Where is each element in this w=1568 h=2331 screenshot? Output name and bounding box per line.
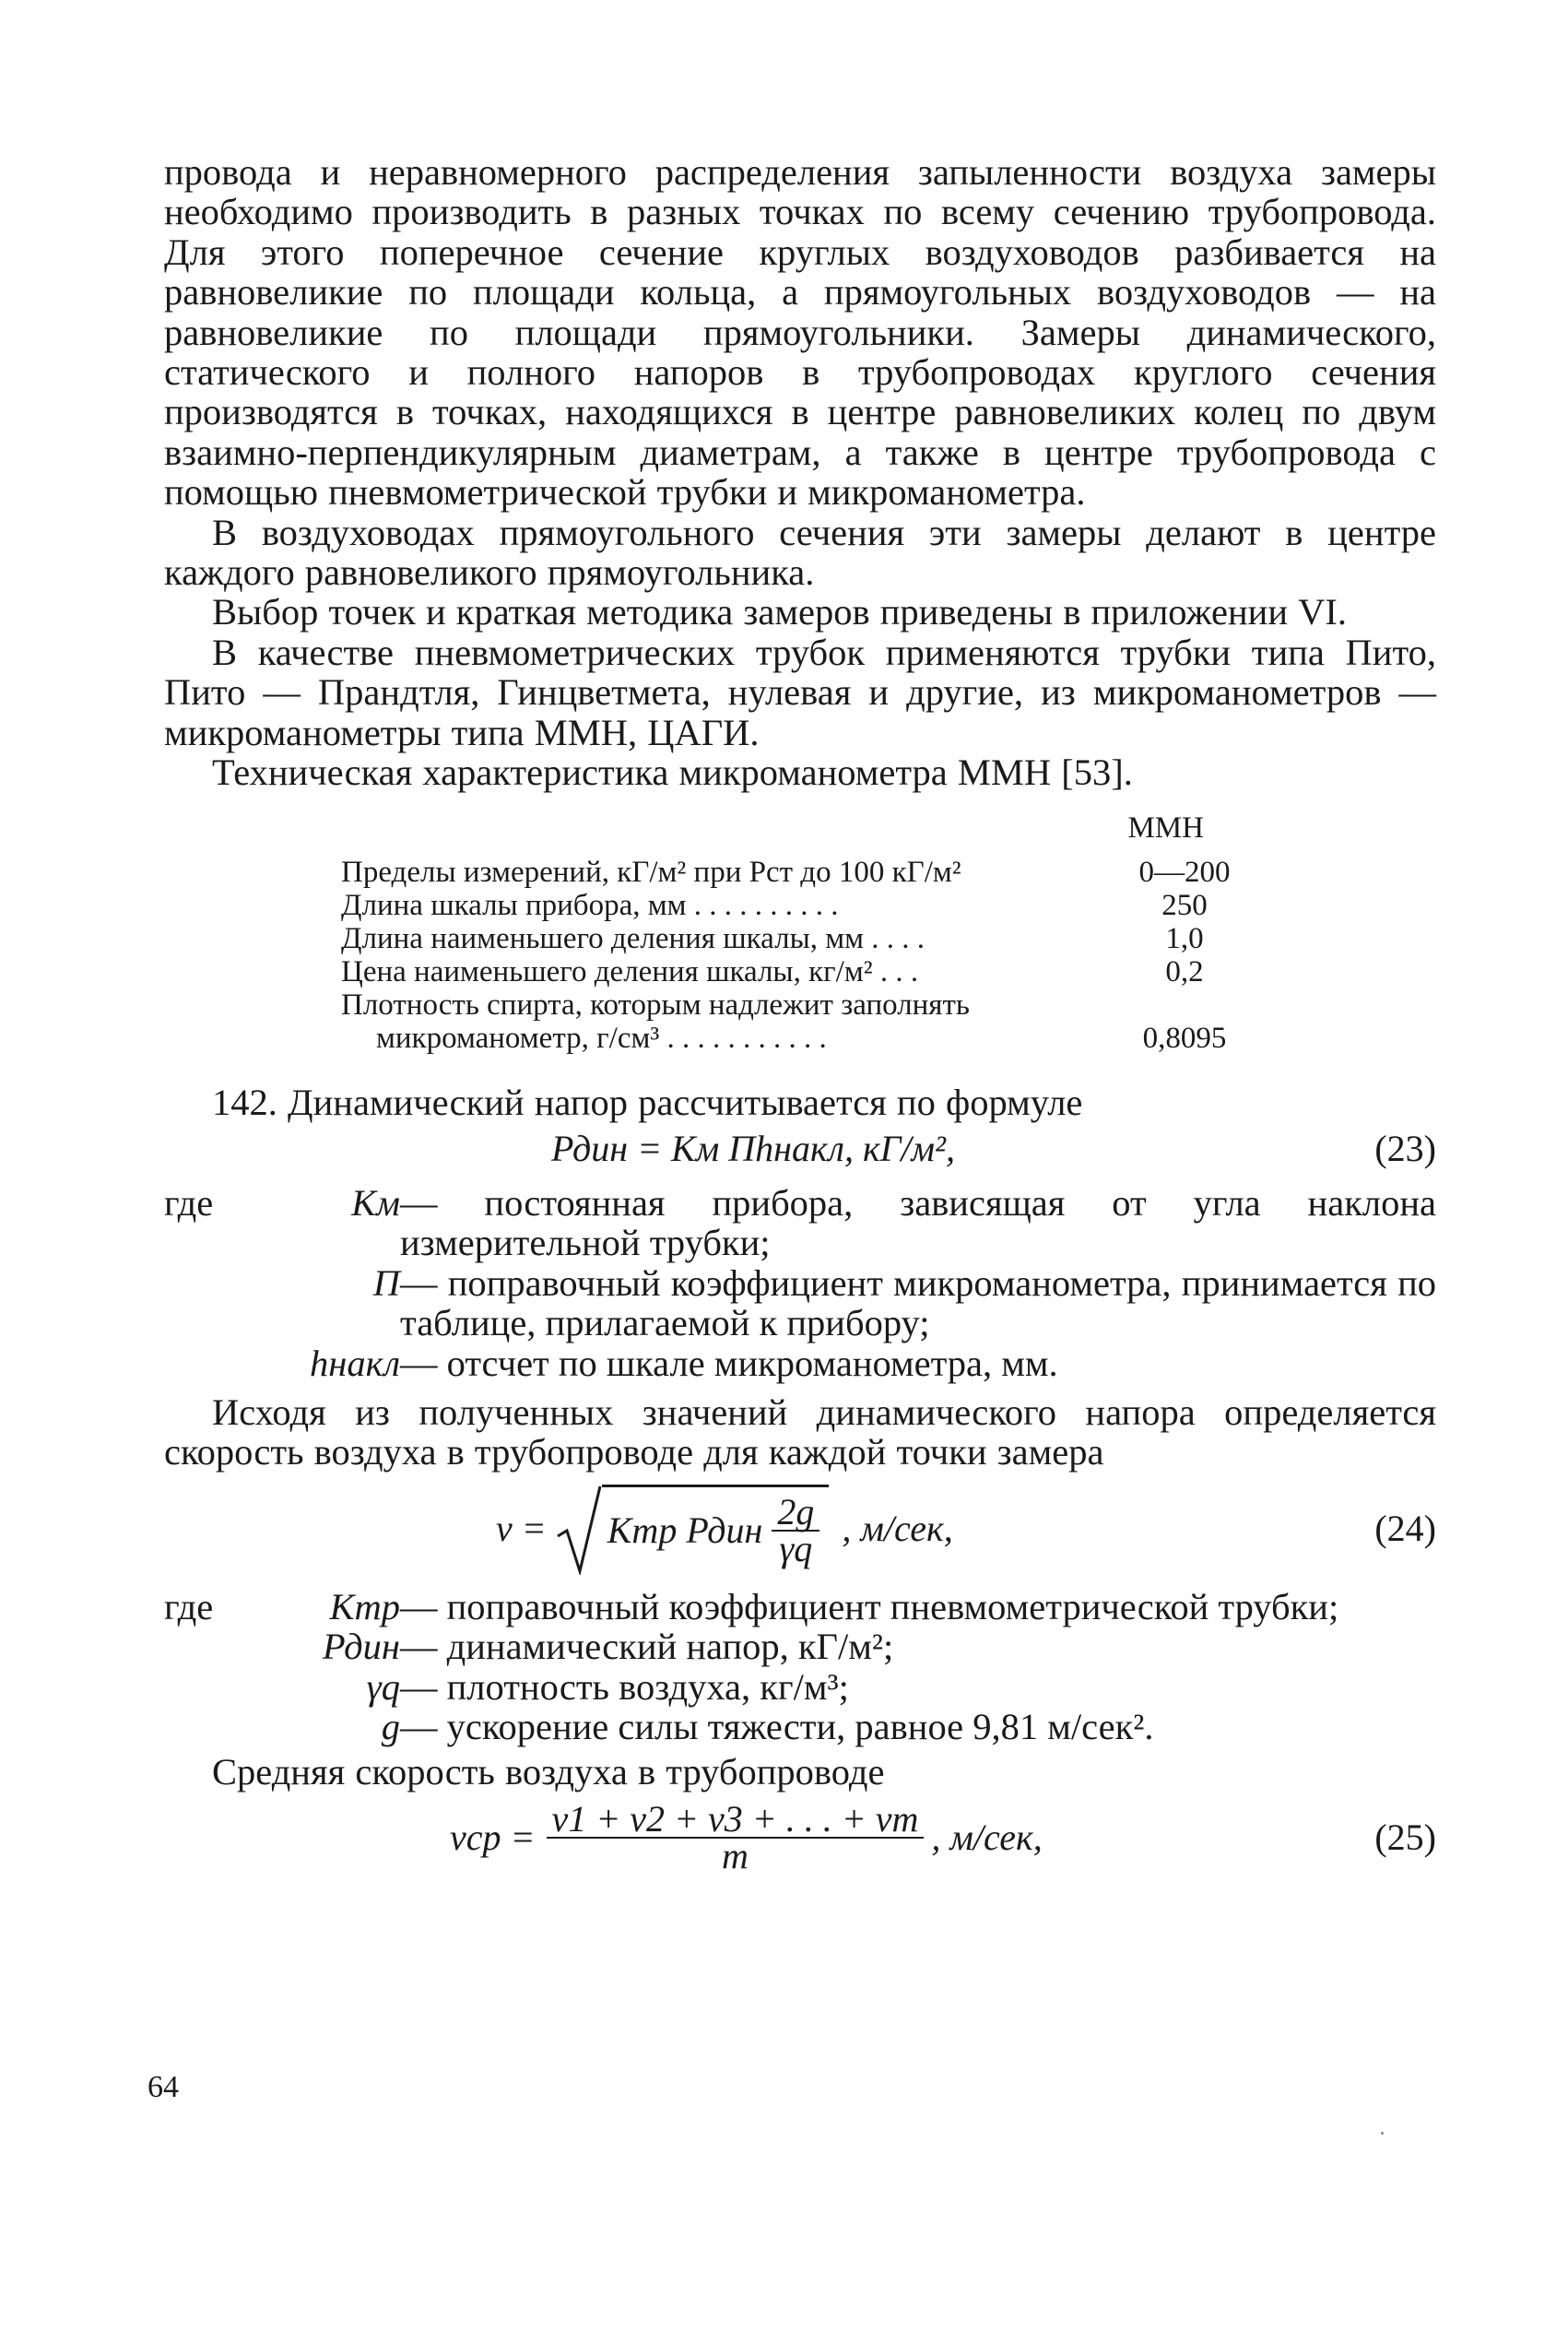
definition-symbol: П	[372, 1261, 400, 1304]
formula-25-fraction	[547, 1797, 925, 1876]
fraction-denominator: γq	[779, 1528, 813, 1570]
definition-symbol: hнакл	[309, 1342, 400, 1384]
paragraph-2: В воздуховодах прямоугольного сечения эти замеры делают в центре каждого равновеликого прямоугольника.	[164, 511, 1436, 594]
spec-row	[341, 889, 1244, 922]
spec-row	[341, 988, 1244, 1022]
spec-row	[341, 856, 1244, 889]
definition-row	[164, 1263, 1436, 1343]
spec-row	[341, 922, 1244, 955]
definition-symbol: Kтр	[329, 1585, 400, 1627]
formula-24-lhs: v =	[496, 1507, 547, 1549]
definition-text: — поправочный коэффициент микроманометра, принимается по таблице, прилагаемой к прибору;	[400, 1261, 1436, 1344]
spec-row	[341, 1022, 1244, 1055]
page-body	[164, 152, 1436, 1879]
scan-speck	[1381, 2132, 1384, 2135]
spec-value: 250	[1161, 888, 1208, 922]
formula-23	[164, 1122, 1436, 1176]
definition-text: — отсчет по шкале микроманометра, мм.	[400, 1342, 1058, 1384]
formula-25-expression	[450, 1796, 1043, 1879]
spec-label: Пределы измерений, кГ/м² при Рст до 100 кГ/м²	[341, 855, 961, 889]
paragraph-velocity: Исходя из полученных значений динамического напора определяется скорость воздуха в трубопроводе для каждой точки замера	[164, 1390, 1436, 1473]
definition-row	[164, 1587, 1436, 1627]
definition-text: — плотность воздуха, кг/м³;	[400, 1665, 849, 1708]
definition-symbol: γq	[366, 1665, 400, 1708]
formula-25-lhs: vср =	[450, 1816, 536, 1858]
where-label: где	[164, 1585, 214, 1627]
definitions-23	[164, 1183, 1436, 1383]
formula-23-number: (23)	[1374, 1127, 1436, 1169]
formula-24-number: (24)	[1374, 1507, 1436, 1549]
definition-text: — ускорение силы тяжести, равное 9,81 м/сек².	[400, 1705, 1154, 1747]
formula-25-unit: , м/сек,	[931, 1816, 1043, 1858]
formula-24-unit: , м/сек,	[842, 1507, 953, 1549]
formula-24-radicand: Kтр Рдин	[607, 1509, 763, 1552]
definition-symbol: g	[381, 1705, 400, 1747]
paragraph-mean: Средняя скорость воздуха в трубопроводе	[212, 1751, 885, 1793]
formula-24	[164, 1478, 1436, 1580]
paragraph-1: провода и неравномерного распределения запыленности воздуха замеры необходимо производить в разных точках по всему сечению трубопровода. Для этого поперечное сечение круглых воздуховодов разбивается на равновеликие по площади кольца, а прямоугольных воздуховодов — на равновеликие по площади прямоугольники. Замеры динамического, статического и полного напоров в трубопроводах круглого сечения производятся в точках, находящихся в центре равновеликих колец по двум взаимно-перпендикулярным диаметрам, а также в центре трубопровода с помощью пневмометрической трубки и микроманометра.	[164, 151, 1436, 514]
paragraph-4: В качестве пневмометрических трубок применяются трубки типа Пито, Пито — Прандтля, Гинцветмета, нулевая и другие, из микроманометров — микроманометры типа ММН, ЦАГИ.	[164, 631, 1436, 753]
spec-value: 0,2	[1165, 954, 1204, 988]
where-label: где	[164, 1181, 214, 1224]
definition-row	[164, 1707, 1436, 1746]
sqrt-sign	[556, 1483, 602, 1575]
sqrt-radicand	[602, 1485, 830, 1570]
section-142-heading: 142. Динамический напор рассчитывается по формуле	[212, 1081, 1083, 1123]
spec-table	[341, 811, 1244, 1055]
spec-table-header: ММН	[1127, 811, 1204, 845]
spec-label: Цена наименьшего деления шкалы, кг/м² . . .	[341, 954, 919, 988]
spec-label: Длина наименьшего деления шкалы, мм . . . .	[341, 921, 925, 955]
formula-25-number: (25)	[1374, 1816, 1436, 1858]
formula-24-fraction	[772, 1491, 819, 1570]
definition-row	[164, 1343, 1436, 1383]
paragraph-3: Выбор точек и краткая методика замеров приведены в приложении VI.	[212, 591, 1347, 633]
paragraph-5: Техническая характеристика микроманометра ММН [53].	[212, 751, 1133, 794]
definition-text: — динамический напор, кГ/м²;	[400, 1626, 894, 1668]
page-number: 64	[147, 2070, 179, 2104]
spec-value: 1,0	[1165, 921, 1204, 955]
definition-row	[164, 1667, 1436, 1707]
spec-row	[341, 955, 1244, 988]
definitions-24	[164, 1587, 1436, 1747]
definition-text: — поправочный коэффициент пневмометрической трубки;	[400, 1585, 1339, 1627]
formula-25	[164, 1796, 1436, 1879]
spec-label: Длина шкалы прибора, мм . . . . . . . . . .	[341, 888, 839, 922]
spec-label: Плотность спирта, которым надлежит заполнять	[341, 988, 970, 1022]
definition-row	[164, 1183, 1436, 1263]
fraction-denominator: m	[721, 1834, 749, 1876]
fraction-numerator: 2g	[772, 1495, 819, 1532]
definition-symbol: Kм	[351, 1181, 400, 1224]
formula-23-expression: Рдин = Kм Пhнакл, кГ/м²,	[551, 1127, 956, 1169]
spec-value: 0—200	[1138, 855, 1231, 889]
spec-value: 0,8095	[1142, 1021, 1227, 1055]
formula-24-expression	[496, 1478, 953, 1580]
definition-symbol: Рдин	[322, 1626, 400, 1668]
spec-label: микроманометр, г/см³ . . . . . . . . . . .	[376, 1021, 827, 1055]
definition-text: — постоянная прибора, зависящая от угла наклона измерительной трубки;	[400, 1181, 1436, 1264]
fraction-numerator: v1 + v2 + v3 + . . . + vm	[547, 1802, 925, 1839]
definition-row	[164, 1627, 1436, 1666]
